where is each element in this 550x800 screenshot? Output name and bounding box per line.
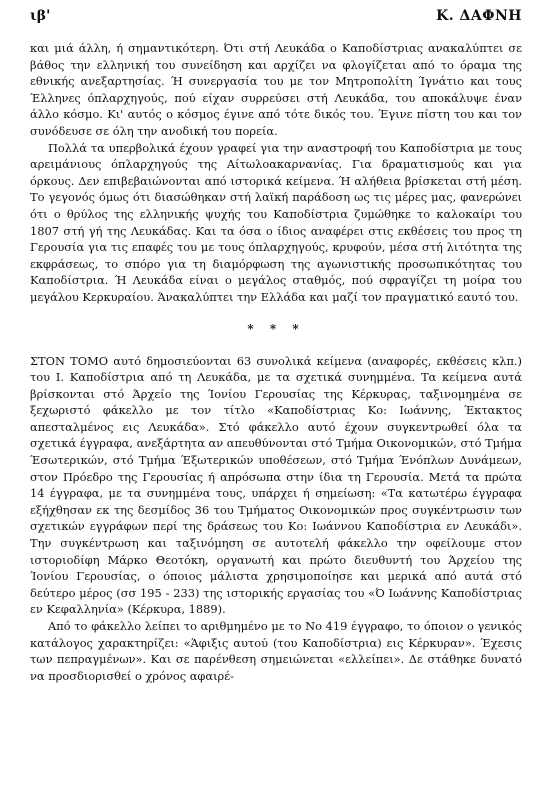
document-page bbox=[30, 8, 522, 684]
body-paragraph-3: ΣΤΟΝ ΤΟΜΟ αυτό δημοσιεύονται 63 συνολικά κείμενα (αναφορές, εκθέσεις κλπ.) του Ι. Καποδίστρια από τη Λευκάδα, με τα σχετικά συνημμένα. Τα κείμενα αυτά βρίσκονται στό Άρχείο της Ίονίου Γερουσίας της Κέρκυρας, ταξινομημένα σε ξεχωριστό φάκελλο με τον τίτλο «Καποδίστριας Κο: Ιωάννης, Έκτακτος απεσταλμένος εις Λευκάδα». Στό φάκελλο αυτό έχουν συγκεντρωθεί όλα τα σχετικά έγγραφα, ανεξάρτητα αν απευθύνονται στό Τμήμα Οικονομικών, στό Τμήμα Έσωτερικών, στό Τμήμα Έξωτερικών υποθέσεων, στό Τμήμα Ένόπλων Δυνάμεων, στον Πρόεδρο της Γερουσίας ή απρόσωπα στην ίδια τη Γερουσία. Μετά τα πρώτα 14 έγγραφα, με τα συνημμένα τους, υπάρχει ή σημείωση: «Τα κατωτέρω έγγραφα εξήχθησαν εκ της δεσμίδος 36 του Τμήματος Οικονομικών προς συγκέντρωσιν των σχετικών εγγράφων περί της δράσεως του Κο: Ιωάννου Καποδίστρια εν Λευκάδι». Την συγκέντρωση και ταξινόμηση σε αυτοτελή φάκελλο την οφείλουμε στον ιστοριοδίφη Μάρκο Θεοτόκη, οργανωτή και πρώτο διευθυντή του Άρχείου της Ίονίου Γερουσίας, ο όποιος μάλιστα χρησιμοποίησε και μερικά από αυτά στό δεύτερο μέρος (σσ 195 - 233) της ιστορικής εργασίας του «Ό Ιωάννης Καποδίστριας εν Κεφαλληνία» (Κέρκυρα, 1889). bbox=[30, 353, 522, 617]
body-paragraph-4: Από το φάκελλο λείπει το αριθμημένο με το Νο 419 έγγραφο, το όποιον ο γενικός κατάλογος χαρακτηρίζει: «Άφιξις αυτού (του Καποδίστρια) εις Κέρκυραν». Έχεσις των πεπραγμένων». Και σε παρένθεση σημειώνεται «ελλείπει». Δε στάθηκε δυνατό να προσδιορισθεί ο χρόνος αφαιρέ- bbox=[30, 619, 522, 683]
body-paragraph-2: Πολλά τα υπερβολικά έχουν γραφεί για την αναστροφή του Καποδίστρια με τους αρειμάνιους όπλαρχηγούς της Αίτωλοακαρνανίας. Για δραματισμούς και για όρκους. Δεν επιβεβαιώνονται από ιστορικά κείμενα. Ή αλήθεια βρίσκεται στή μέση. Το γεγονός όμως ότι διασώθηκαν στή λαϊκή παράδοση ως τις μέρες μας, φανερώνει ότι ο θρύλος της ελληνικής ψυχής του Καποδίστρια ζυμώθηκε το καλοκαίρι του 1807 στή γή της Λευκάδας. Και τα όσα ο ίδιος αναφέρει στις εκθέσεις του προς τη Γερουσία για τις επαφές του με τους όπλαρχηγούς, κρυφούν, μέσα στή λιτότητα της εκφράσεως, το σπόρο για τη διαμόρφωση της αγωνιστικής προσωπικότητας του Καποδίστρια. Ή Λευκάδα είναι ο μεγάλος σταθμός, πού σφραγίζει τη μοίρα του μεγάλου Κερκυραίου. Άνακαλύπτει την Ελλάδα και μαζί τον πραγματικό εαυτό του. bbox=[30, 140, 522, 304]
page-number: ιβ' bbox=[30, 8, 51, 24]
body-paragraph-1: και μιά άλλη, ή σημαντικότερη. Ότι στή Λευκάδα ο Καποδίστριας ανακαλύπτει σε βάθος την ελληνική του συνείδηση και αρχίζει να φλογίζεται από το όραμα της εθνικής ανεξαρτησίας. Ή συνεργασία του με τον Μητροπολίτη Ίγνάτιο και τους Έλληνες όπλαρχηγούς, πού είχαν συρρεύσει στή Λευκάδα, του αποκάλυψε έναν άλλο κόσμο. Κι' αυτός ο κόσμος έγινε από τότε δικός του. Έγινε πίστη του και τον συνόδευσε σε όλη την ανοδική του πορεία. bbox=[30, 41, 522, 138]
running-head-author: Κ. ΔΑΦΝΗ bbox=[436, 8, 522, 24]
section-separator: * * * bbox=[247, 321, 305, 336]
page-header bbox=[30, 8, 522, 30]
